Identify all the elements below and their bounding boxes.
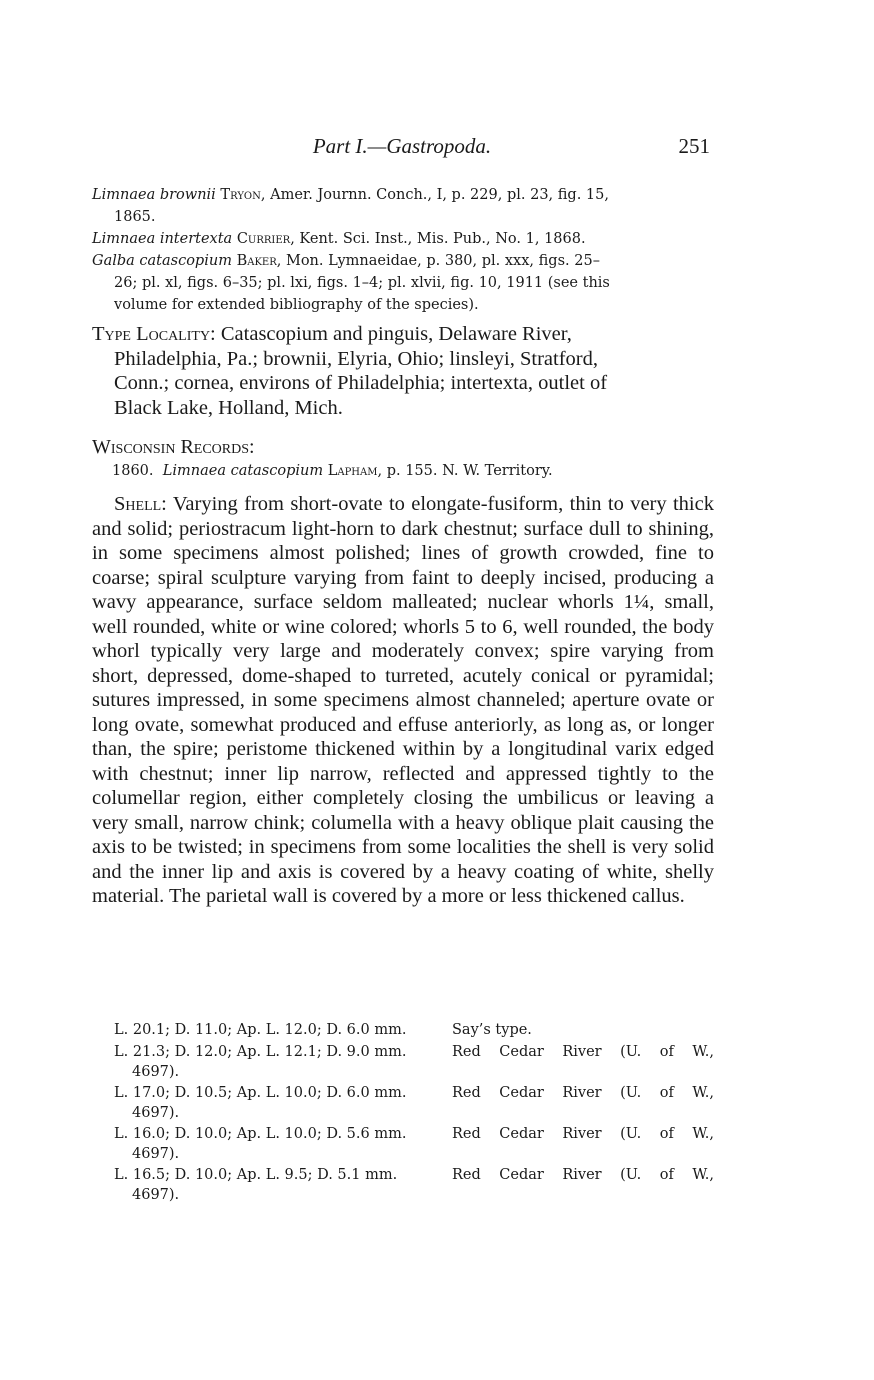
wisconsin-record [112,460,712,482]
citation-continued: 1865. [114,209,156,225]
locality-taxon: brownii, [263,347,333,370]
taxon-name: Limnaea brownii [92,187,216,203]
locality-taxon: intertexta, [450,372,534,394]
record-year: 1860. [112,463,154,479]
measurement-dims: L. 17.0; D. 10.5; Ap. L. 10.0; D. 6.0 mm. [114,1085,407,1101]
record-taxon: Limnaea catascopium [162,463,324,479]
measurement-dims: L. 16.5; D. 10.0; Ap. L. 9.5; D. 5.1 mm. [114,1167,398,1183]
measurement-locality: Red Cedar River (U. of W., [452,1044,714,1060]
shell-description [92,492,714,909]
locality-text: Stratford, [514,347,598,370]
locality-text: outlet of [533,372,608,394]
locality-text: Philadelphia, Pa.; [114,347,264,370]
measurement-locality-cont: 4697). [132,1105,180,1121]
citation-continued: volume for extended bibliography of the species). [114,297,479,313]
locality-text: Elyria, Ohio; [332,347,450,370]
running-header [92,134,712,164]
wisconsin-records-heading [92,436,255,459]
measurements-table [92,1020,714,1206]
record-author: Lapham [327,463,378,479]
measurement-row [92,1020,714,1042]
locality-taxon: linsleyi, [449,347,515,370]
citation: , Kent. Sci. Inst., Mis. Pub., No. 1, 1868. [290,231,586,247]
taxon-author: Baker [236,253,277,269]
synonymy-entry [92,184,712,228]
measurement-locality: Say’s type. [452,1022,532,1038]
measurement-dims: L. 20.1; D. 11.0; Ap. L. 12.0; D. 6.0 mm. [114,1022,407,1038]
taxon-name: Galba catascopium [92,253,232,269]
taxon-author: Tryon [220,187,261,203]
locality-text: Delaware River, [433,323,572,345]
measurement-locality: Red Cedar River (U. of W., [452,1126,714,1142]
type-locality [92,322,714,420]
measurement-row [92,1083,714,1124]
measurement-row [92,1165,714,1206]
synonymy-list [92,184,712,316]
measurement-locality: Red Cedar River (U. of W., [452,1085,714,1101]
locality-text: and [327,323,368,345]
measurement-dims: L. 21.3; D. 12.0; Ap. L. 12.1; D. 9.0 mm. [114,1044,407,1060]
measurement-locality-cont: 4697). [132,1187,180,1203]
locality-taxon: pinguis, [367,323,434,345]
locality-text: Conn.; [114,372,175,394]
measurement-locality-cont: 4697). [132,1146,180,1162]
taxon-name: Limnaea intertexta [92,231,233,247]
synonymy-entry [92,228,712,250]
citation: , Amer. Journn. Conch., I, p. 229, pl. 23, fig. 15, [260,187,609,203]
taxon-author: Currier [236,231,291,247]
page-number: 251 [678,134,710,158]
running-title: Part I.—Gastropoda. [312,134,492,158]
citation-continued: 26; pl. xl, figs. 6–35; pl. lxi, figs. 1–4; pl. xlvii, fig. 10, 1911 (see this [114,275,610,291]
record-citation: , p. 155. N. W. Territory. [377,463,553,479]
locality-taxon: Catascopium [220,323,328,345]
measurement-row [92,1042,714,1083]
measurement-dims: L. 16.0; D. 10.0; Ap. L. 10.0; D. 5.6 mm. [114,1126,407,1142]
shell-text: Varying from short-ovate to elongate-fusiform, thin to very thick and solid; periostracum light-horn to dark chestnut; surface dull to shining, in some specimens almost polished; lines of growth crowded, fine to coarse; spiral sculpture varying from faint to deeply incised, producing a wavy appearance, surface seldom malleated; nuclear whorls 1¼, small, well rounded, white or wine colored; whorls 5 to 6, well rounded, the body whorl typically very large and moderately convex; spire varying from short, depressed, dome-shaped to turreted, acutely conical or pyramidal; sutures impressed, in some specimens almost channeled; aperture ovate or long ovate, somewhat produced and effuse anteriorly, as long as, or longer than, the spire; peristome thickened within by a longitudinal varix edged with chestnut; inner lip narrow, reflected and appressed tightly to the columellar region, either completely closing the umbilicus or leaving a very small, narrow chink; columella with a heavy oblique plait causing the axis to be twisted; in specimens from some localities the shell is very solid and the inner lip and axis is covered by a heavy coating of white, shelly material. The parietal wall is covered by a more or less thickened callus. [92,493,714,907]
measurement-locality: Red Cedar River (U. of W., [452,1167,714,1183]
citation: , Mon. Lymnaeidae, p. 380, pl. xxx, figs. 25– [276,253,600,269]
measurement-row [92,1124,714,1165]
locality-text: environs of Philadelphia; [234,372,451,394]
locality-taxon: cornea, [174,372,235,394]
type-locality-label: Type Locality: [92,323,216,345]
measurement-locality-cont: 4697). [132,1064,180,1080]
wisconsin-records-label: Wisconsin Records: [92,436,255,458]
locality-text: Black Lake, Holland, Mich. [114,396,343,419]
synonymy-entry [92,250,712,316]
shell-label: Shell: [114,493,167,515]
